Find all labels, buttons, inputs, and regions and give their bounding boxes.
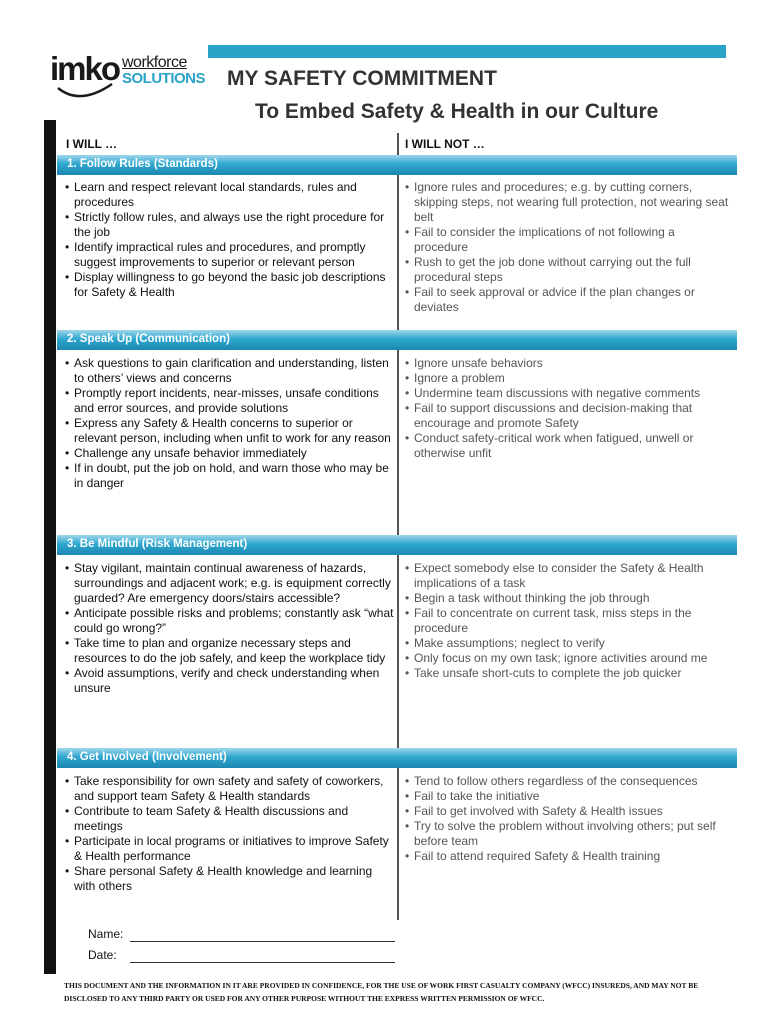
section-title: 3. Be Mindful (Risk Management) bbox=[67, 538, 248, 550]
list-item: • Contribute to team Safety & Health discussions and meetings bbox=[65, 804, 395, 834]
section-title: 4. Get Involved (Involvement) bbox=[67, 751, 227, 763]
logo-line1: workforce bbox=[122, 54, 187, 71]
list-item: • Ignore a problem bbox=[405, 371, 730, 386]
date-label: Date: bbox=[88, 948, 117, 962]
section-title: 2. Speak Up (Communication) bbox=[67, 333, 230, 345]
list-item: • Expect somebody else to consider the Safety & Health implications of a task bbox=[405, 561, 730, 591]
list-item: • Stay vigilant, maintain continual awareness of hazards, surroundings and adjacent work; e.g. is equipment correctly guarded? Are emergency doors/stairs accessible? bbox=[65, 561, 395, 606]
list-item: • Participate in local programs or initiatives to improve Safety & Health performance bbox=[65, 834, 395, 864]
list-item: • Challenge any unsafe behavior immediately bbox=[65, 446, 395, 461]
list-item: • Express any Safety & Health concerns to superior or relevant person, including when unfit to work for any reason bbox=[65, 416, 395, 446]
page-subtitle: To Embed Safety & Health in our Culture bbox=[255, 100, 659, 123]
left-margin-bar bbox=[44, 120, 56, 974]
list-item: • Fail to seek approval or advice if the plan changes or deviates bbox=[405, 285, 730, 315]
list-item: • Learn and respect relevant local standards, rules and procedures bbox=[65, 180, 395, 210]
column-header-will-not: I WILL NOT … bbox=[405, 137, 485, 151]
section-title: 1. Follow Rules (Standards) bbox=[67, 158, 218, 170]
list-item: • Fail to attend required Safety & Health training bbox=[405, 849, 730, 864]
column-divider bbox=[397, 133, 399, 920]
will-not-list bbox=[405, 180, 730, 315]
list-item: • Only focus on my own task; ignore activities around me bbox=[405, 651, 730, 666]
will-not-list bbox=[405, 561, 730, 681]
list-item: • If in doubt, put the job on hold, and warn those who may be in danger bbox=[65, 461, 395, 491]
will-list bbox=[65, 180, 395, 300]
logo-brand: imko bbox=[50, 50, 120, 87]
list-item: • Share personal Safety & Health knowledge and learning with others bbox=[65, 864, 395, 894]
will-not-list bbox=[405, 356, 730, 461]
list-item: • Ignore unsafe behaviors bbox=[405, 356, 730, 371]
list-item: • Try to solve the problem without involving others; put self before team bbox=[405, 819, 730, 849]
section-header bbox=[57, 748, 737, 768]
logo-swoosh-icon bbox=[50, 50, 130, 102]
will-list bbox=[65, 356, 395, 491]
name-field[interactable] bbox=[130, 941, 395, 942]
list-item: • Rush to get the job done without carrying out the full procedural steps bbox=[405, 255, 730, 285]
date-field[interactable] bbox=[130, 962, 395, 963]
list-item: • Begin a task without thinking the job through bbox=[405, 591, 730, 606]
header-accent-bar bbox=[208, 45, 726, 58]
list-item: • Promptly report incidents, near-misses, unsafe conditions and error sources, and provide solutions bbox=[65, 386, 395, 416]
section-header bbox=[57, 155, 737, 175]
list-item: • Tend to follow others regardless of the consequences bbox=[405, 774, 730, 789]
list-item: • Anticipate possible risks and problems; constantly ask “what could go wrong?” bbox=[65, 606, 395, 636]
list-item: • Ignore rules and procedures; e.g. by cutting corners, skipping steps, not wearing full protection, not wearing seat belt bbox=[405, 180, 730, 225]
will-list bbox=[65, 561, 395, 696]
confidentiality-footer: THIS DOCUMENT AND THE INFORMATION IN IT ARE PROVIDED IN CONFIDENCE, FOR THE USE OF WORK FIRST CASUALTY COMPANY (WFCC) INSUREDS, AND MAY NOT BE DISCLOSED TO ANY THIRD PARTY OR USED FOR ANY OTHER PURPOSE WITHOUT THE EXPRESS WRITTEN PERMISSION OF WFCC. bbox=[64, 981, 699, 1003]
list-item: • Ask questions to gain clarification and understanding, listen to others’ views and concerns bbox=[65, 356, 395, 386]
list-item: • Avoid assumptions, verify and check understanding when unsure bbox=[65, 666, 395, 696]
list-item: • Fail to take the initiative bbox=[405, 789, 730, 804]
logo-line2: SOLUTIONS bbox=[122, 70, 206, 87]
page-title: MY SAFETY COMMITMENT bbox=[227, 67, 497, 90]
column-header-will: I WILL … bbox=[66, 137, 118, 151]
list-item: • Make assumptions; neglect to verify bbox=[405, 636, 730, 651]
list-item: • Identify impractical rules and procedures, and promptly suggest improvements to superior or relevant person bbox=[65, 240, 395, 270]
list-item: • Fail to consider the implications of not following a procedure bbox=[405, 225, 730, 255]
will-not-list bbox=[405, 774, 730, 864]
list-item: • Display willingness to go beyond the basic job descriptions for Safety & Health bbox=[65, 270, 395, 300]
name-label: Name: bbox=[88, 927, 124, 941]
section-header bbox=[57, 330, 737, 350]
list-item: • Take responsibility for own safety and safety of coworkers, and support team Safety & Health standards bbox=[65, 774, 395, 804]
list-item: • Fail to concentrate on current task, miss steps in the procedure bbox=[405, 606, 730, 636]
list-item: • Undermine team discussions with negative comments bbox=[405, 386, 730, 401]
company-logo bbox=[50, 50, 208, 102]
list-item: • Take time to plan and organize necessary steps and resources to do the job safely, and keep the workplace tidy bbox=[65, 636, 395, 666]
list-item: • Take unsafe short-cuts to complete the job quicker bbox=[405, 666, 730, 681]
will-list bbox=[65, 774, 395, 894]
list-item: • Conduct safety-critical work when fatigued, unwell or otherwise unfit bbox=[405, 431, 730, 461]
section-header bbox=[57, 535, 737, 555]
list-item: • Fail to support discussions and decision-making that encourage and promote Safety bbox=[405, 401, 730, 431]
list-item: • Strictly follow rules, and always use the right procedure for the job bbox=[65, 210, 395, 240]
list-item: • Fail to get involved with Safety & Health issues bbox=[405, 804, 730, 819]
